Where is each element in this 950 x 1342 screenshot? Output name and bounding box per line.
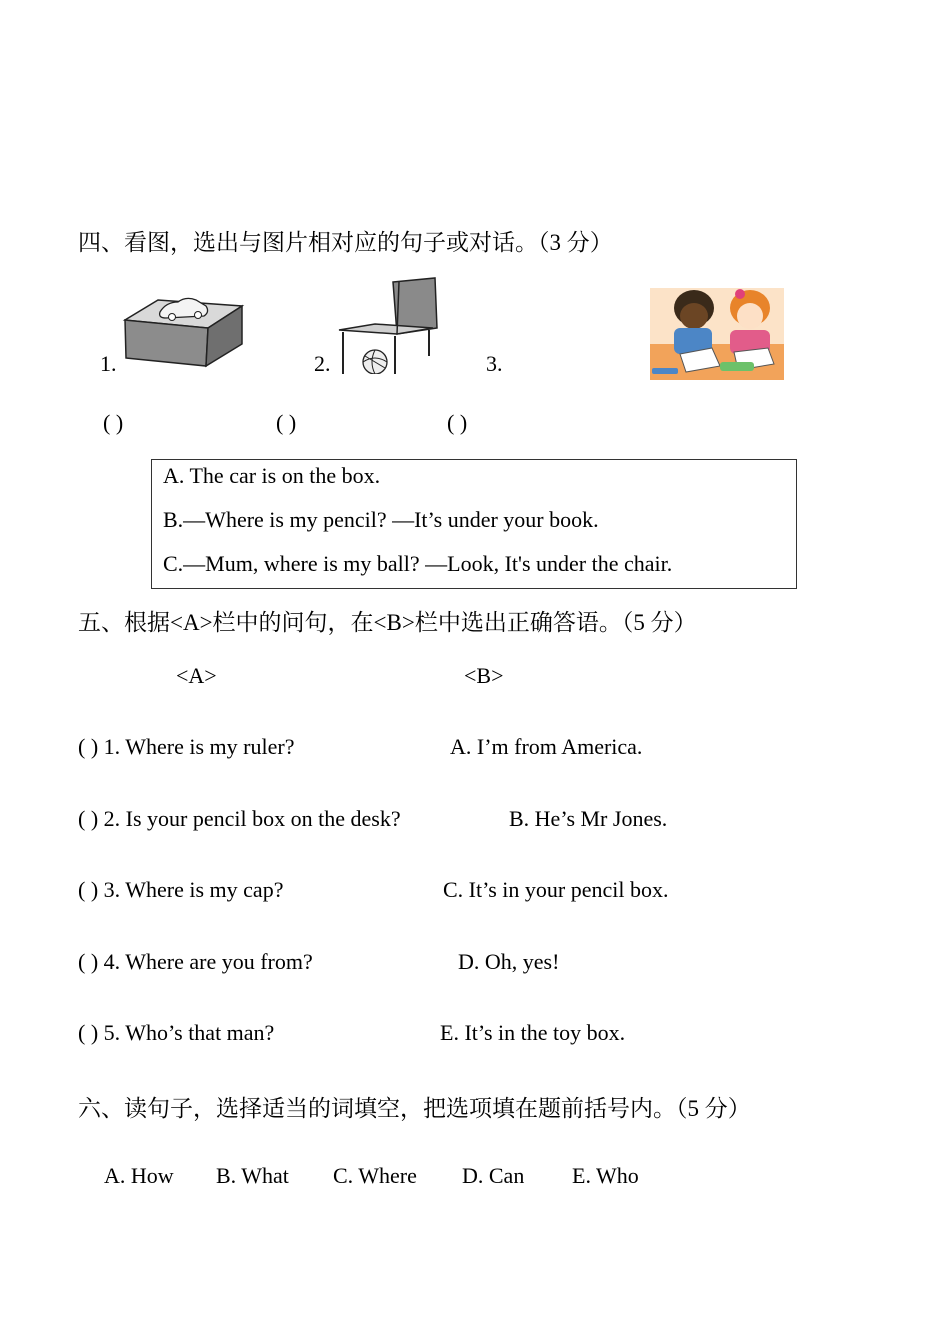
question-row[interactable]: ( ) 2. Is your pencil box on the desk? <box>78 806 401 831</box>
car-on-box-picture <box>120 292 246 368</box>
option-line: A. The car is on the box. <box>163 463 381 488</box>
word-choice: B. What <box>216 1163 289 1188</box>
picture-number: 1. <box>100 351 117 376</box>
answer-paren[interactable]: ( ) <box>276 410 297 435</box>
picture-number: 2. <box>314 351 331 376</box>
question-row[interactable]: ( ) 1. Where is my ruler? <box>78 734 295 759</box>
answer-option: A. I’m from America. <box>450 734 643 759</box>
answer-option: D. Oh, yes! <box>458 949 560 974</box>
word-choice: E. Who <box>572 1163 639 1188</box>
picture-number: 3. <box>486 351 503 376</box>
answer-paren[interactable]: ( ) <box>103 410 124 435</box>
option-line: C.—Mum, where is my ball? —Look, It's under the chair. <box>163 551 673 576</box>
question-row[interactable]: ( ) 3. Where is my cap? <box>78 877 284 902</box>
section5-heading: 五、根据<A>栏中的问句，在<B>栏中选出正确答语。（5 分） <box>78 610 697 635</box>
word-choice: D. Can <box>462 1163 525 1188</box>
option-line: B.—Where is my pencil? —It’s under your book. <box>163 507 599 532</box>
section4-heading: 四、看图，选出与图片相对应的句子或对话。（3 分） <box>78 230 613 255</box>
word-choice: C. Where <box>333 1163 417 1188</box>
answer-option: C. It’s in your pencil box. <box>443 877 669 902</box>
kids-with-books-picture <box>650 288 784 380</box>
answer-paren[interactable]: ( ) <box>447 410 468 435</box>
question-row[interactable]: ( ) 5. Who’s that man? <box>78 1020 275 1045</box>
word-choice: A. How <box>104 1163 174 1188</box>
question-row[interactable]: ( ) 4. Where are you from? <box>78 949 313 974</box>
answer-option: E. It’s in the toy box. <box>440 1020 626 1045</box>
section6-heading: 六、读句子，选择适当的词填空，把选项填在题前括号内。（5 分） <box>78 1096 751 1121</box>
column-b-label: <B> <box>464 663 504 688</box>
answer-option: B. He’s Mr Jones. <box>509 806 668 831</box>
column-a-label: <A> <box>176 663 217 688</box>
ball-under-chair-picture <box>335 276 443 374</box>
options-box <box>151 459 797 589</box>
